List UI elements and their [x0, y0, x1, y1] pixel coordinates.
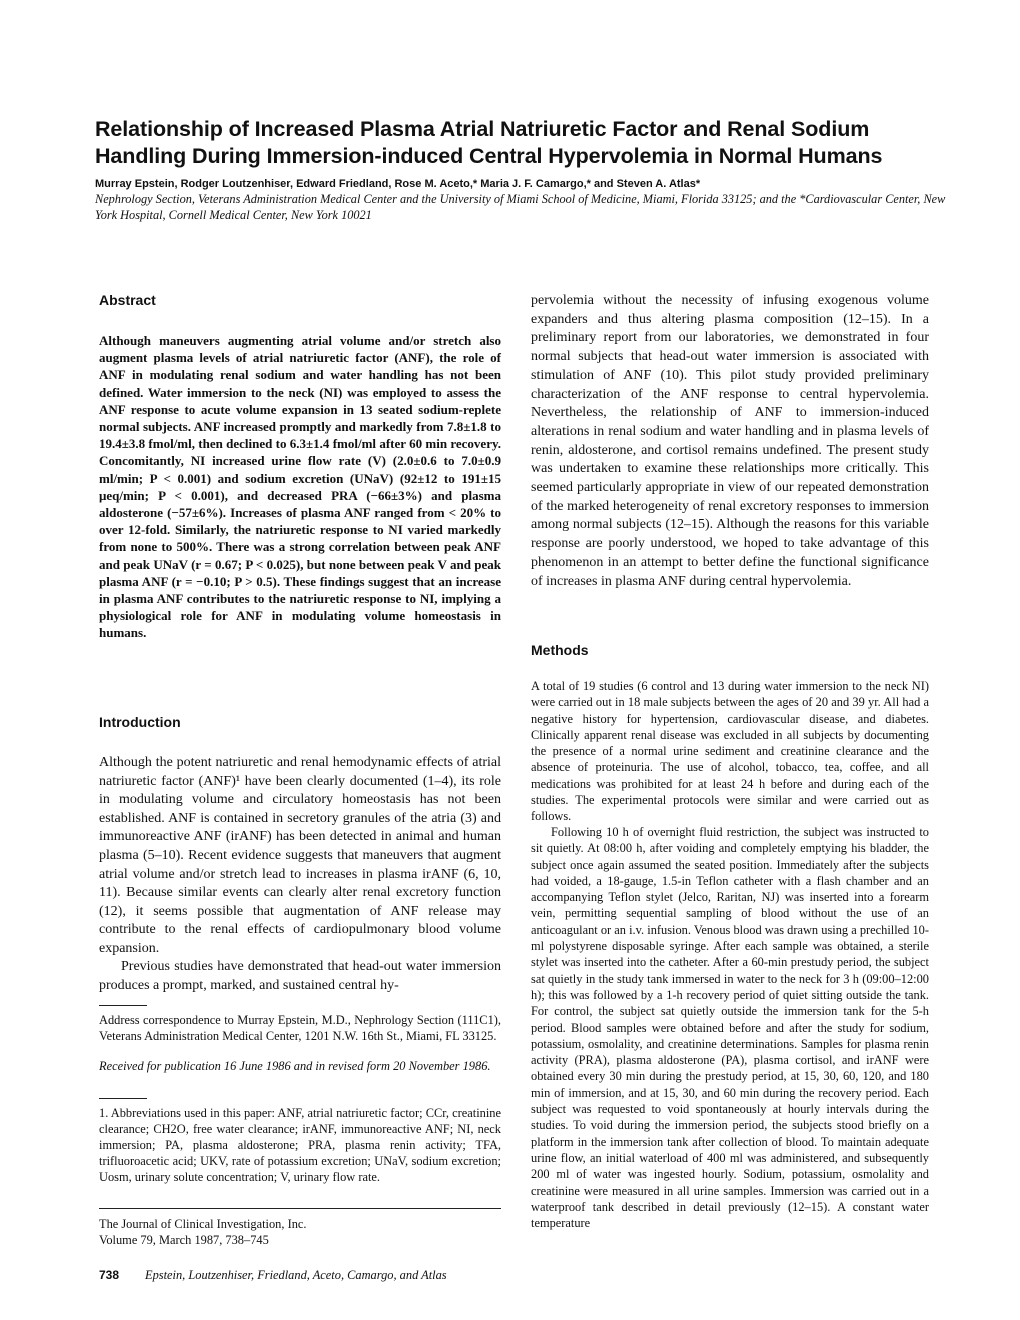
introduction-heading: Introduction: [99, 714, 181, 730]
received-date: Received for publication 16 June 1986 and in revised form 20 November 1986.: [99, 1059, 491, 1073]
methods-paragraph-1: A total of 19 studies (6 control and 13 during water immersion to the neck NI) were carried out in 18 male subjects between the ages of 20 and 39 yr. All had a negative history for hypertension, cardiovascular disease, and diabetes. Clinically apparent renal disease was excluded in all subjects by documenting the presence of a normal urine sediment and creatinine clearance and the absence of proteinuria. The use of alcohol, tobacco, tea, coffee, and all medications was prohibited for at least 24 h before and during each of the studies. The experimental protocols were similar and were carried out as follows.: [531, 679, 929, 824]
abbreviations-footnote: 1. Abbreviations used in this paper: ANF, atrial natriuretic factor; CCr, creatinine clearance; CH2O, free water clearance; irANF, immunoreactive ANF; NI, neck immersion; PA, plasma aldosterone; PRA, plasma renin activity; TFA, trifluoroacetic acid; UKV, rate of potassium excretion; UNaV, sodium excretion; Uosm, urinary solute concentration; V, urinary flow rate.: [99, 1106, 501, 1184]
methods-heading: Methods: [531, 642, 589, 658]
journal-name: The Journal of Clinical Investigation, Inc.: [99, 1217, 307, 1231]
methods-paragraph-2: Following 10 h of overnight fluid restriction, the subject was instructed to sit quietly. At 08:00 h, after voiding and completely emptying his bladder, the subject once again assumed the seated position. Immediately after the subjects had voided, a 18-gauge, 1.5-in Teflon catheter with a flash chamber and an accompanying Teflon stylet (Jelco, Raritan, NJ) was inserted into a forearm vein, permitting sequential sampling of blood without the use of an anticoagulant or an i.v. infusion. Venous blood was drawn using a prechilled 10-ml polystyrene disposable syringe. After each sample was obtained, a sterile stylet was inserted into the catheter. After a 60-min prestudy period, the subject sat quietly in the study tank immersed in water to the neck for 3 h (09:00–12:00 h); this was followed by a 1-h recovery period of quiet sitting outside the tank. For control, the subject sat quietly outside the immersion tank for the 5-h period. Blood samples were obtained before and after the study for sodium, potassium, osmolality, and creatinine determinations. Samples for plasma renin activity (PRA), plasma aldosterone (PA), plasma cortisol, and irANF were obtained every 30 min during the prestudy period, at 15, 30, 60, 120, and 180 min of immersion, and at 15, 30, and 60 min during the recovery period. Each subject was requested to void spontaneously at hourly intervals during the studies. To void during the immersion period, the subjects stood briefly on a platform in the immersion tank after collection of blood. To maintain adequate urine flow, an initial waterload of 400 ml was administered, and subsequently 200 ml of water was ingested hourly. Sodium, potassium, osmolality and creatinine were measured in all urine samples. Immersion was carried out in a waterproof tank described in detail previously (12–15). A constant water temperature: [531, 825, 929, 1231]
correspondence-address: Address correspondence to Murray Epstein, M.D., Nephrology Section (111C1), Veterans Administration Medical Center, 1201 N.W. 16th St., Miami, FL 33125.: [99, 1013, 501, 1043]
author-list: Murray Epstein, Rodger Loutzenhiser, Edward Friedland, Rose M. Aceto,* Maria J. F. Camargo,* and Steven A. Atlas*: [95, 178, 701, 190]
article-title: Relationship of Increased Plasma Atrial Natriuretic Factor and Renal Sodium Handling During Immersion-induced Central Hypervolemia in Normal Humans: [95, 117, 883, 168]
abstract-text: Although maneuvers augmenting atrial volume and/or stretch also augment plasma levels of atrial natriuretic factor (ANF), the role of ANF in modulating renal sodium and water handling has not been defined. Water immersion to the neck (NI) was employed to assess the ANF response to acute volume expansion in 13 seated sodium-replete normal subjects. ANF increased promptly and markedly from 7.8±1.8 to 19.4±3.8 fmol/ml, then declined to 6.3±1.4 fmol/ml after 60 min recovery. Concomitantly, NI increased urine flow rate (V) (2.0±0.6 to 7.0±0.9 ml/min; P < 0.001) and sodium excretion (UNaV) (92±12 to 191±15 μeq/min; P < 0.001), and decreased PRA (−66±3%) and plasma aldosterone (−57±6%). Increases of plasma ANF ranged from < 20% to over 12-fold. Similarly, the natriuretic response to NI varied markedly from none to 500%. There was a strong correlation between peak ANF and peak UNaV (r = 0.67; P < 0.025), but none between peak V and peak plasma ANF (r = −0.10; P > 0.5). These findings suggest that an increase in plasma ANF contributes to the natriuretic response to NI, implying a physiological role for ANF in modulating volume homeostasis in humans.: [99, 333, 501, 641]
abstract-heading: Abstract: [99, 292, 156, 308]
footnote-divider: [99, 1098, 147, 1099]
introduction-paragraph-1: Although the potent natriuretic and renal hemodynamic effects of atrial natriuretic factor (ANF)¹ have been clearly documented (1–4), its role in modulating volume and circulatory homeostasis has not been established. ANF is contained in secretory granules of the atria (3) and immunoreactive ANF (irANF) has been detected in animal and human plasma (5–10). Recent evidence suggests that maneuvers that augment atrial volume and/or stretch lead to increases in plasma irANF (6, 10, 11). Because similar events can clearly alter renal excretory function (12), it seems possible that augmentation of ANF release may contribute to the renal effects of cardiopulmonary blood volume expansion.: [99, 755, 501, 956]
journal-volume: Volume 79, March 1987, 738–745: [99, 1233, 269, 1247]
page-number: 738: [99, 1268, 120, 1282]
affiliation: Nephrology Section, Veterans Administration Medical Center and the University of Miami School of Medicine, Miami, Florida 33125; and the *Cardiovascular Center, New York Hospital, Cornell Medical Center, New York 10021: [95, 192, 946, 222]
introduction-paragraph-2: Previous studies have demonstrated that head-out water immersion produces a prompt, marked, and sustained central hy-: [99, 959, 501, 993]
introduction-continued: pervolemia without the necessity of infusing exogenous volume expanders and thus altering plasma composition (12–15). In a preliminary report from our laboratories, we demonstrated in four normal subjects that head-out water immersion is associated with stimulation of ANF (10). This pilot study provided preliminary characterization of the ANF response to central hypervolemia. Nevertheless, the relationship of ANF to immersion-induced alterations in renal sodium and water handling and in plasma levels of renin, aldosterone, and cortisol remains undefined. The present study was undertaken to examine these relationships more critically. This seemed particularly appropriate in view of our repeated demonstration of the marked heterogeneity of renal excretory responses to immersion among normal subjects (12–15). Although the reasons for this variable response are poorly understood, we hoped to take advantage of this phenomenon in an attempt to better define the functional significance of increases in plasma ANF during central hypervolemia.: [531, 293, 929, 589]
running-head: Epstein, Loutzenhiser, Friedland, Aceto, Camargo, and Atlas: [145, 1268, 447, 1282]
journal-divider: [99, 1208, 501, 1209]
footnote-divider: [99, 1005, 147, 1006]
